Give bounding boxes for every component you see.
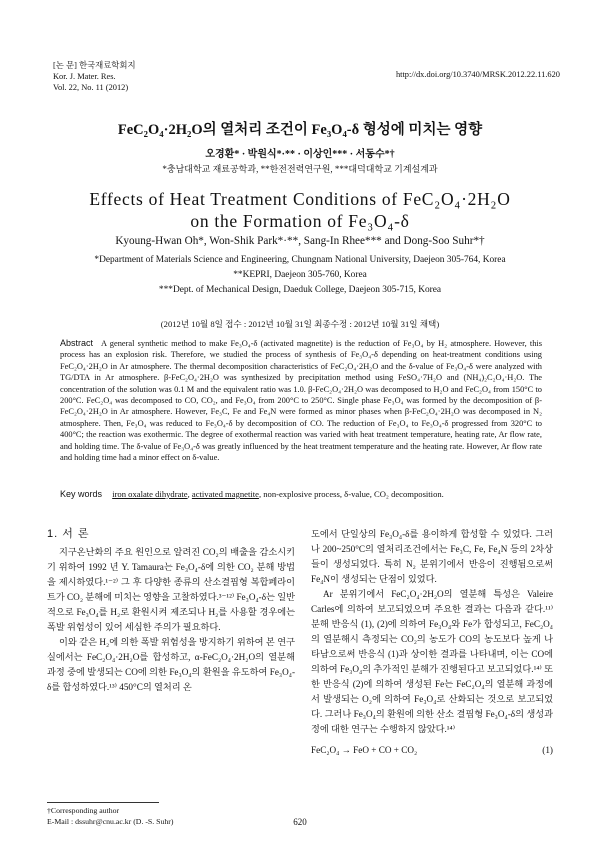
body-paragraph: 이와 같은 H₂에 의한 폭발 위험성을 방지하기 위하여 본 연구실에서는 FeC₂O₄·2H₂O를 합성하고, α-FeC₂O₄·2H₂O의 열분해 과정 중에 발생되는 CO에 의한 Fe₃O₄의 환원을 유도하여 Fe₃O₄-δ를 합성하였다.¹³⁾ 450°C의 열처리 온 [47, 637, 295, 692]
keyword: CO₂ decomposition. [373, 489, 444, 499]
keyword: non-explosive process [263, 489, 340, 499]
english-title [40, 188, 560, 232]
affiliation-line: **KEPRI, Daejeon 305-760, Korea [233, 270, 367, 280]
affiliation-line: *Department of Materials Science and Engineering, Chungnam National University, Daejeon 305-764, Korea [94, 255, 506, 265]
korean-authors: 오경환* · 박원식*·** · 이상인*** · 서동수*† [205, 149, 395, 160]
footnote-corresponding: †Corresponding author [47, 806, 120, 815]
journal-header-line: Vol. 22, No. 11 (2012) [53, 83, 129, 92]
keyword: δ-value [344, 489, 370, 499]
body-paragraph: 도에서 단일상의 Fe₃O₄-δ를 용이하게 합성할 수 있었다. 그러나 200~250°C의 열처리조건에서는 Fe₃C, Fe, Fe₄N 등의 2차상들이 생성되었다. 특히 N₂ 분위기에서 반응이 진행됨으로써 Fe₄N이 생성되는 단점이 있었다. [311, 529, 553, 584]
equation [311, 743, 553, 758]
keywords: Key words iron oxalate dihydrate, activated magnetite, non-explosive process, δ-value, CO₂ decomposition. [60, 489, 444, 499]
korean-title: FeC₂O₄·2H₂O의 열처리 조건이 Fe₃O₄-δ 형성에 미치는 영향 [117, 122, 483, 138]
footnote-email: E-Mail : dssuhr@cnu.ac.kr (D. -S. Suhr) [47, 816, 174, 826]
abstract-text: A general synthetic method to make Fe₃O₄-δ (activated magnetite) is the reduction of Fe₃O₄ by H₂ atmosphere. However, this process has an explosion risk. Therefore, we studied the process of synthesis of Fe₃O₄-δ depending on heat-treatment conditions using FeC₂O₄·2H₂O in Ar atmosphere. The thermal decomposition characteristics of FeC₂O₄·2H₂O and the δ-value of Fe₃O₄-δ were analyzed with TG/DTA in Ar atmosphere. β-FeC₂O₄·2H₂O was synthesized by precipitation method using FeSO₄·7H₂O and (NH₄)₂C₂O₄·H₂O. The concentration of the solution was 0.1 M and the equivalent ratio was 1.0. β-FeC₂O₄·2H₂O was decomposed to H₂O and FeC₂O₄ from 150°C to 200°C. FeC₂O₄ was decomposed to CO, CO₂, and Fe₃O₄ from 200°C to 250°C. Single phase Fe₃O₄ was formed by the decomposition of β-FeC₂O₄·2H₂O in Ar atmosphere. However, Fe₃C, Fe and Fe₄N were formed as minor phases when β-FeC₂O₄·2H₂O was decomposed in N₂ atmosphere. Then, Fe₃O₄ was reduced to Fe₃O₄-δ by decomposition of CO. The reduction of Fe₃O₄ to Fe₃O₄-δ progressed from 320°C to 400°C; the reaction was exothermic. The degree of exothermal reaction was varied with heat treatment temperature, heating rate, Ar flow rate, and holding time. The δ-value of Fe₃O₄-δ was greatly influenced by the heat treatment temperature and the heating rate. However, Ar flow rate and holding time had a minor effect on δ-value. [60, 339, 542, 463]
keywords-label: Key words [60, 489, 103, 499]
journal-header [53, 60, 136, 93]
english-affiliations [40, 253, 560, 298]
body-column-left [47, 527, 295, 695]
submission-dates: (2012년 10월 8일 접수 : 2012년 10월 31일 최종수정 : 2012년 10월 31일 채택) [160, 319, 440, 329]
english-title-line1: Effects of Heat Treatment Conditions of FeC₂O₄·2H₂O [89, 189, 511, 209]
abstract-label: Abstract [60, 338, 94, 348]
affiliation-line: ***Dept. of Mechanical Design, Daeduk College, Daejeon 305-715, Korea [158, 285, 442, 295]
body-paragraph: 지구온난화의 주요 원인으로 알려진 CO₂의 배출을 감소시키기 위하여 1992 년 Y. Tamaura는 Fe₃O₄-δ에 의한 CO₂ 분해 방법을 제시하였다.¹⁻²⁾ 그 후 다양한 종류의 산소결핍형 복합페라이트가 CO₂ 분해에 미치는 영향을 고찰하였다.³⁻¹²⁾ Fe₃O₄-δ는 일반적으로 Fe₃O₄를 H₂로 환원시켜 제조되나 H₂를 사용할 경우에는 폭발 위험성이 있어 세심한 주의가 필요하다. [47, 547, 295, 632]
english-authors: Kyoung-Hwan Oh*, Won-Shik Park*·**, Sang-In Rhee*** and Dong-Soo Suhr*† [115, 235, 485, 247]
english-title-line2: on the Formation of Fe₃O₄-δ [190, 211, 410, 231]
korean-affiliations: *충남대학교 재료공학과, **한전전력연구원, ***대덕대학교 기계설계과 [162, 164, 438, 174]
doi-link[interactable]: http://dx.doi.org/10.3740/MRSK.2012.22.11.620 [395, 70, 560, 79]
keyword: activated magnetite [191, 489, 259, 499]
keyword: iron oxalate dihydrate [112, 489, 188, 499]
body-paragraph: Ar 분위기에서 FeC₂O₄·2H₂O의 열분해 특성은 Valeire Carles에 의하여 보고되었으며 주요한 결과는 다음과 같다.¹¹⁾ 분해 반응식 (1), (2)에 의하여 Fe₃O₄와 Fe가 합성되고, FeC₂O₄의 열분해시 측정되는 CO₂의 농도가 CO의 농도보다 높게 나타남으로써 반응식 (1)과 상이한 결과를 나타내며, 이는 CO에 의하여 Fe₃O₄의 추가적인 분해가 진행된다고 보고되었다.¹⁴⁾ 또한 반응식 (2)에 의하여 생성된 Fe는 FeC₂O₄의 열분해 과정에서 발생되는 O₂에 의하여 Fe₃O₄로 산화되는 것으로 보고되었다. 그러나 Fe₃O₄의 환원에 의한 산소 결핍형 Fe₃O₄-δ의 생성과정에 대한 연구는 수행하지 않았다.¹⁴⁾ [311, 589, 553, 734]
page-number: 620 [293, 817, 307, 827]
journal-header-line: [논 문] 한국재료학회지 [53, 61, 136, 70]
journal-header-line: Kor. J. Mater. Res. [53, 72, 116, 81]
equation-body: FeC₂O₄ → FeO + CO + CO₂ [311, 745, 418, 755]
body-column-right [311, 527, 553, 758]
footnote-divider [47, 802, 159, 803]
section-heading: 1. 서 론 [47, 528, 90, 540]
abstract [60, 338, 542, 463]
equation-number: (1) [542, 745, 553, 755]
